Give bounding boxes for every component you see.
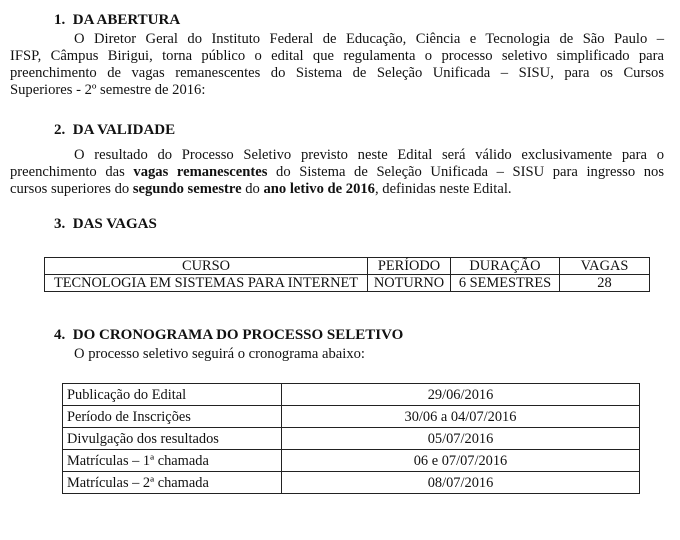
s2-line-3: cursos superiores do segundo semestre do ano letivo de 2016, definidas neste Edital. — [10, 181, 512, 197]
vagas-cell-duracao: 6 SEMESTRES — [451, 275, 560, 292]
cronograma-value: 08/07/2016 — [282, 472, 640, 494]
vagas-header-row — [45, 258, 650, 275]
s1-line-4: Superiores - 2º semestre de 2016: — [10, 82, 206, 98]
section-2-title: DA VALIDADE — [72, 122, 176, 138]
cronograma-table — [62, 383, 640, 494]
cronograma-label: Publicação do Edital — [63, 384, 282, 406]
cronograma-row — [63, 428, 640, 450]
s1-line-3: preenchimento de vagas remanescentes do Sistema de Seleção Unificada – SISU, para os Cursos — [10, 65, 664, 81]
cronograma-value: 05/07/2016 — [282, 428, 640, 450]
vagas-data-row — [45, 275, 650, 292]
section-2-number: 2. — [54, 122, 66, 138]
cronograma-label: Matrículas – 1ª chamada — [63, 450, 282, 472]
section-3-number: 3. — [54, 216, 66, 232]
vagas-header-duracao: DURAÇÃO — [451, 258, 560, 275]
cronograma-row — [63, 472, 640, 494]
vagas-table — [44, 257, 650, 292]
section-1-number: 1. — [54, 12, 66, 28]
cronograma-value: 06 e 07/07/2016 — [282, 450, 640, 472]
section-3-title: DAS VAGAS — [72, 216, 157, 232]
s1-line-2: IFSP, Câmpus Birigui, torna público o edital que regulamenta o processo seletivo simplificado para — [10, 48, 664, 64]
section-3-heading — [54, 216, 157, 233]
section-4-number: 4. — [54, 327, 66, 343]
vagas-cell-periodo: NOTURNO — [368, 275, 451, 292]
cronograma-row — [63, 450, 640, 472]
s2-bold-ano: ano letivo de 2016 — [263, 181, 375, 197]
section-4-heading — [54, 327, 403, 344]
s1-line-1: O Diretor Geral do Instituto Federal de Educação, Ciência e Tecnologia de São Paulo – — [74, 31, 664, 47]
s2-line-1: O resultado do Processo Seletivo previsto neste Edital será válido exclusivamente para o — [74, 147, 664, 163]
s4-intro: O processo seletivo seguirá o cronograma abaixo: — [74, 346, 365, 362]
s2-bold-semestre: segundo semestre — [132, 181, 242, 197]
vagas-cell-curso: TECNOLOGIA EM SISTEMAS PARA INTERNET — [45, 275, 368, 292]
s2-bold-vagas: vagas remanescentes — [133, 164, 268, 180]
cronograma-row — [63, 384, 640, 406]
s2-line-2: preenchimento das vagas remanescentes do Sistema de Seleção Unificada – SISU para ingresso nos — [10, 164, 664, 180]
section-4-title: DO CRONOGRAMA DO PROCESSO SELETIVO — [72, 327, 404, 343]
cronograma-label: Período de Inscrições — [63, 406, 282, 428]
vagas-header-vagas: VAGAS — [560, 258, 650, 275]
cronograma-value: 30/06 a 04/07/2016 — [282, 406, 640, 428]
section-1-title: DA ABERTURA — [72, 12, 181, 28]
section-1-heading — [54, 12, 180, 29]
section-2-heading — [54, 122, 175, 139]
cronograma-value: 29/06/2016 — [282, 384, 640, 406]
vagas-header-periodo: PERÍODO — [368, 258, 451, 275]
cronograma-row — [63, 406, 640, 428]
vagas-cell-vagas: 28 — [560, 275, 650, 292]
vagas-header-curso: CURSO — [45, 258, 368, 275]
cronograma-label: Divulgação dos resultados — [63, 428, 282, 450]
cronograma-label: Matrículas – 2ª chamada — [63, 472, 282, 494]
